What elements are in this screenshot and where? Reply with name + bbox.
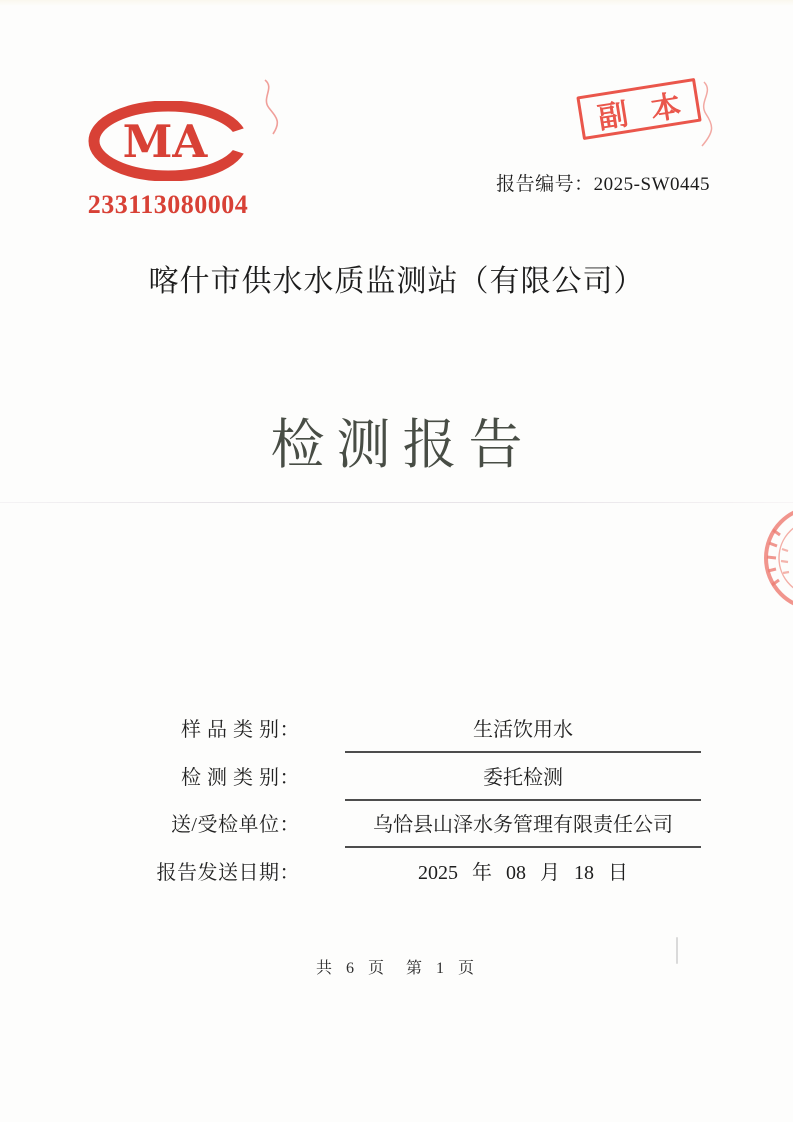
sample-type-label: 样 品 类 别： xyxy=(181,719,300,741)
field-row-client-unit xyxy=(150,812,710,848)
document-title: 检测报告 xyxy=(270,415,535,475)
report-number-label: 报告编号： xyxy=(496,174,594,195)
client-unit-value: 乌恰县山泽水务管理有限责任公司 xyxy=(345,812,701,848)
scan-crease-line xyxy=(0,502,793,503)
cma-logo-icon xyxy=(87,101,249,181)
client-unit-label: 送/受检单位： xyxy=(170,814,300,836)
test-type-value: 委托检测 xyxy=(345,765,701,801)
report-number xyxy=(496,169,710,196)
send-date-label: 报告发送日期： xyxy=(156,862,300,884)
red-pen-mark xyxy=(255,78,287,138)
cma-certificate-number: 233113080004 xyxy=(87,190,249,219)
report-number-value: 2025-SW0445 xyxy=(593,174,710,195)
send-date-value: 2025 年 08 月 18 日 xyxy=(418,862,628,884)
cma-stamp xyxy=(83,101,253,220)
field-row-test-type xyxy=(150,765,710,801)
sample-type-value: 生活饮用水 xyxy=(345,717,701,753)
partial-seal-icon xyxy=(751,497,793,623)
test-type-label: 检 测 类 别： xyxy=(181,767,300,789)
red-pen-mark xyxy=(690,80,720,150)
organization-title: 喀什市供水水质监测站（有限公司） xyxy=(148,265,645,298)
copy-stamp-label: 副 本 xyxy=(595,89,684,136)
field-row-send-date xyxy=(150,860,710,894)
cma-letters: MA xyxy=(122,115,208,168)
page-number-footer: 共 6 页 第 1 页 xyxy=(315,960,477,977)
field-row-sample-type xyxy=(150,717,710,753)
copy-stamp xyxy=(576,78,701,140)
scan-artifact-mark xyxy=(676,937,678,964)
